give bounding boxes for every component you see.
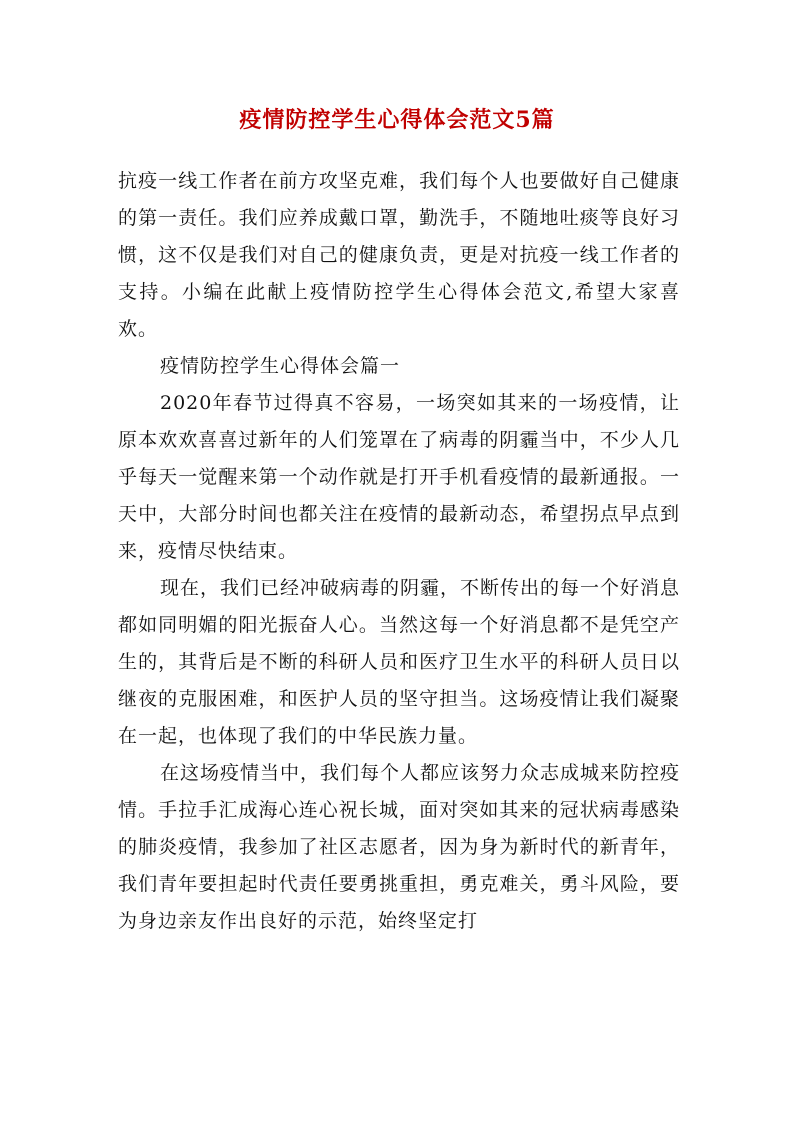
body-paragraph: 在这场疫情当中，我们每个人都应该努力众志成城来防控疫情。手拉手汇成海心连心祝长城，面对突如其来的冠状病毒感染的肺炎疫情，我参加了社区志愿者，因为身为新时代的新青年，我们青年要担起时代责任要勇挑重担，勇克难关，勇斗风险，要为身边亲友作出良好的示范，始终坚定打 — [118, 762, 681, 932]
section-heading: 疫情防控学生心得体会篇一 — [160, 355, 401, 377]
intro-paragraph: 抗疫一线工作者在前方攻坚克难，我们每个人也要做好自己健康的第一责任。我们应养成戴口罩，勤洗手，不随地吐痰等良好习惯，这不仅是我们对自己的健康负责，更是对抗疫一线工作者的支持。小编在此献上疫情防控学生心得体会范文,希望大家喜欢。 — [118, 170, 680, 340]
body-paragraph: 2020年春节过得真不容易，一场突如其来的一场疫情，让原本欢欢喜喜过新年的人们笼罩在了病毒的阴霾当中，不少人几乎每天一觉醒来第一个动作就是打开手机看疫情的最新通报。一天中，大部分时间也都关注在疫情的最新动态，希望拐点早点到来，疫情尽快结束。 — [118, 392, 680, 562]
body-paragraph: 现在，我们已经冲破病毒的阴霾，不断传出的每一个好消息都如同明媚的阳光振奋人心。当然这每一个好消息都不是凭空产生的，其背后是不断的科研人员和医疗卫生水平的科研人员日以继夜的克服困难，和医护人员的坚守担当。这场疫情让我们凝聚在一起，也体现了我们的中华民族力量。 — [118, 577, 681, 747]
document-body — [118, 163, 680, 940]
page-title: 疫情防控学生心得体会范文5篇 — [239, 107, 555, 133]
